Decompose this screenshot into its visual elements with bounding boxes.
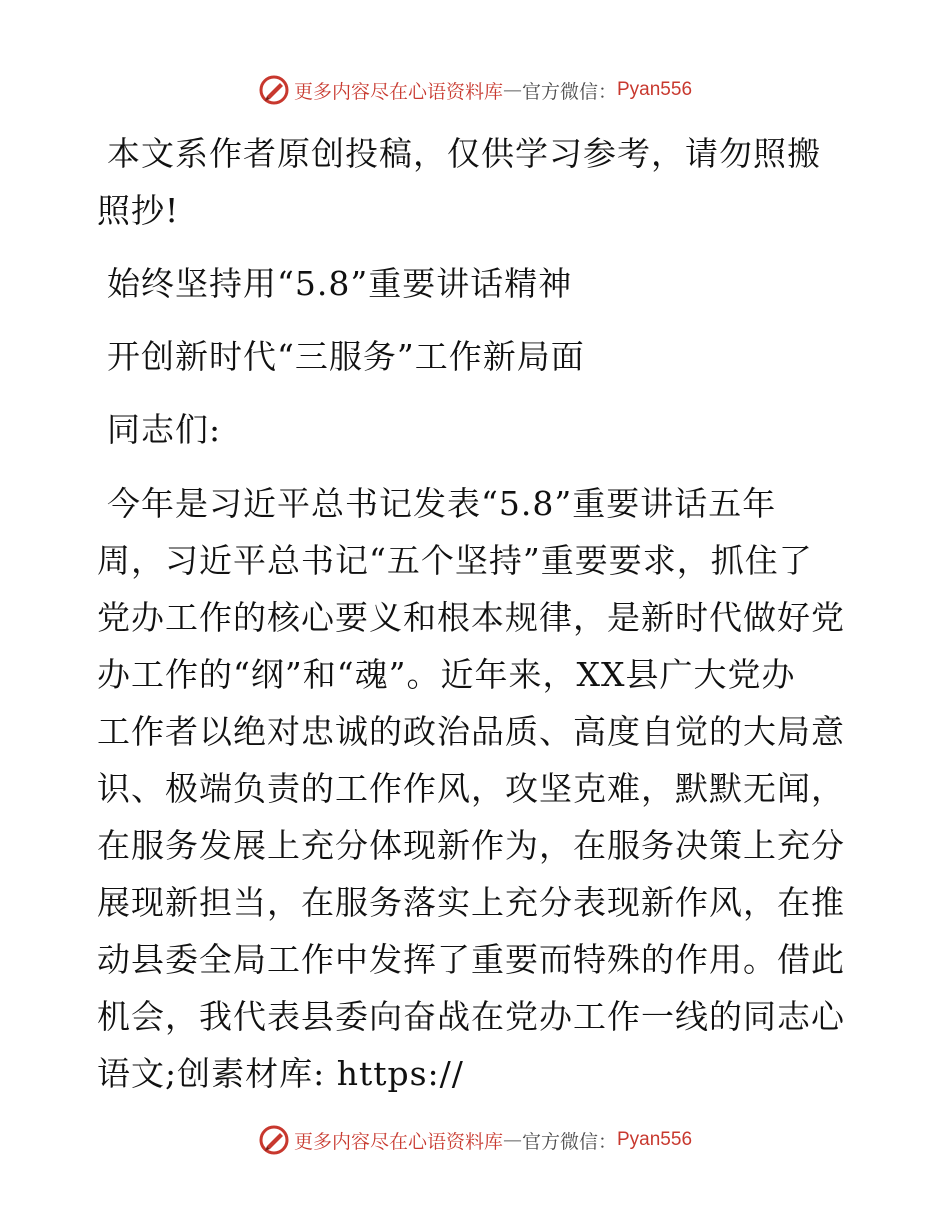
body-line: 今年是习近平总书记发表“5.8”重要讲话五年: [107, 484, 777, 523]
body-line: 在服务发展上充分体现新作为，在服务决策上充分: [97, 826, 845, 865]
body-line: 机会，我代表县委向奋战在党办工作一线的同志心: [97, 997, 845, 1036]
body-line: 工作者以绝对忠诚的政治品质、高度自觉的大局意: [97, 712, 845, 751]
body-line: 办工作的“纲”和“魂”。近年来，XX县广大党办: [97, 655, 796, 694]
body-line: 动县委全局工作中发挥了重要而特殊的作用。借此: [97, 940, 845, 979]
body-line: 党办工作的核心要义和根本规律，是新时代做好党: [97, 598, 845, 637]
banner-wechat-id: Pyan556: [617, 1129, 693, 1150]
title-line-1: 始终坚持用“5.8”重要讲话精神: [107, 264, 573, 303]
notice-line-2: 照抄!: [97, 191, 180, 230]
header-watermark-banner: [0, 70, 950, 110]
banner-wechat-label: 官方微信：: [521, 1130, 617, 1153]
brand-logo-icon: [258, 74, 290, 106]
banner-wechat-label: 官方微信：: [521, 80, 617, 103]
body-line: 识、极端负责的工作作风，攻坚克难，默默无闻，: [97, 769, 845, 808]
brand-logo-icon: [258, 1124, 290, 1156]
banner-slogan: 更多内容尽在心语资料库: [293, 1130, 503, 1153]
notice-line-1: 本文系作者原创投稿，仅供学习参考，请勿照搬: [107, 134, 821, 173]
banner-slogan: 更多内容尽在心语资料库: [293, 80, 503, 103]
salutation: 同志们:: [107, 410, 222, 449]
body-line: 展现新担当，在服务落实上充分表现新作风，在推: [97, 883, 845, 922]
body-line: 语文;创素材库: https://: [97, 1054, 464, 1093]
body-line: 周，习近平总书记“五个坚持”重要要求，抓住了: [97, 541, 813, 580]
footer-watermark-banner: [0, 1120, 950, 1160]
title-line-2: 开创新时代“三服务”工作新局面: [107, 337, 585, 376]
document-body: [97, 125, 857, 1102]
banner-wechat-id: Pyan556: [617, 79, 693, 100]
banner-separator: —: [502, 79, 522, 101]
banner-separator: —: [502, 1129, 522, 1151]
